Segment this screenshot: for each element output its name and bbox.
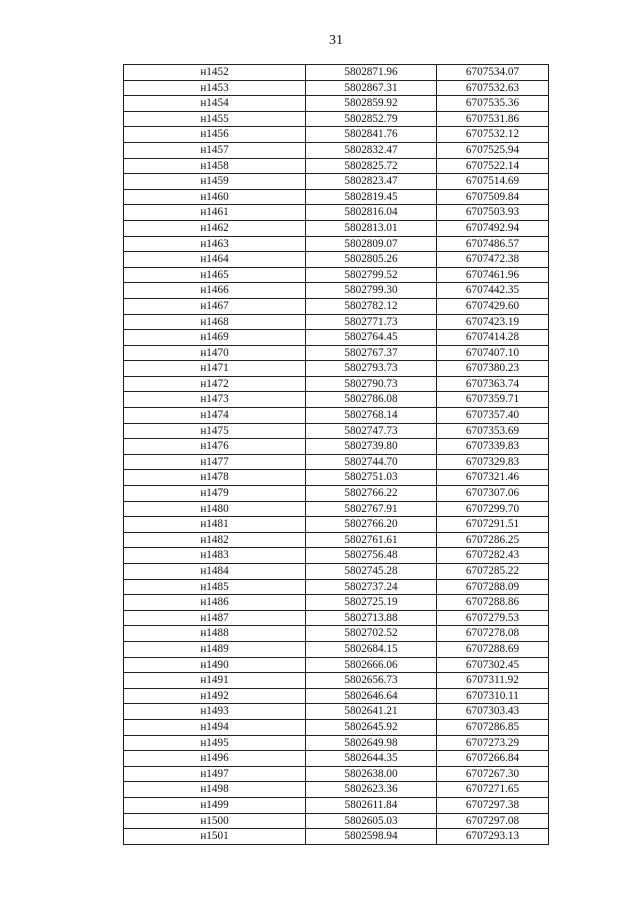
table-row (124, 501, 549, 517)
y-coordinate-cell: 6707423.19 (437, 314, 549, 330)
point-id-cell: н1466 (124, 283, 306, 299)
x-coordinate-cell: 5802611.84 (306, 797, 437, 813)
table-row (124, 205, 549, 221)
y-coordinate-cell: 6707363.74 (437, 376, 549, 392)
x-coordinate-cell: 5802782.12 (306, 298, 437, 314)
x-coordinate-cell: 5802871.96 (306, 65, 437, 81)
x-coordinate-cell: 5802656.73 (306, 673, 437, 689)
point-id-cell: н1477 (124, 454, 306, 470)
y-coordinate-cell: 6707307.06 (437, 486, 549, 502)
table-row (124, 595, 549, 611)
y-coordinate-cell: 6707311.92 (437, 673, 549, 689)
y-coordinate-cell: 6707503.93 (437, 205, 549, 221)
x-coordinate-cell: 5802799.52 (306, 267, 437, 283)
point-id-cell: н1481 (124, 517, 306, 533)
y-coordinate-cell: 6707273.29 (437, 735, 549, 751)
point-id-cell: н1496 (124, 751, 306, 767)
x-coordinate-cell: 5802786.08 (306, 392, 437, 408)
table-row (124, 719, 549, 735)
table-row (124, 579, 549, 595)
point-id-cell: н1467 (124, 298, 306, 314)
y-coordinate-cell: 6707357.40 (437, 408, 549, 424)
x-coordinate-cell: 5802767.37 (306, 345, 437, 361)
x-coordinate-cell: 5802598.94 (306, 829, 437, 845)
x-coordinate-cell: 5802766.20 (306, 517, 437, 533)
y-coordinate-cell: 6707380.23 (437, 361, 549, 377)
x-coordinate-cell: 5802768.14 (306, 408, 437, 424)
table-row (124, 174, 549, 190)
point-id-cell: н1482 (124, 532, 306, 548)
x-coordinate-cell: 5802841.76 (306, 127, 437, 143)
table-row (124, 283, 549, 299)
table-row (124, 454, 549, 470)
point-id-cell: н1459 (124, 174, 306, 190)
point-id-cell: н1486 (124, 595, 306, 611)
point-id-cell: н1494 (124, 719, 306, 735)
x-coordinate-cell: 5802767.91 (306, 501, 437, 517)
table-row (124, 158, 549, 174)
y-coordinate-cell: 6707329.83 (437, 454, 549, 470)
point-id-cell: н1499 (124, 797, 306, 813)
x-coordinate-cell: 5802666.06 (306, 657, 437, 673)
point-id-cell: н1480 (124, 501, 306, 517)
point-id-cell: н1493 (124, 704, 306, 720)
x-coordinate-cell: 5802645.92 (306, 719, 437, 735)
y-coordinate-cell: 6707285.22 (437, 564, 549, 580)
point-id-cell: н1456 (124, 127, 306, 143)
x-coordinate-cell: 5802816.04 (306, 205, 437, 221)
table-row (124, 548, 549, 564)
table-row (124, 220, 549, 236)
point-id-cell: н1453 (124, 80, 306, 96)
table-row (124, 829, 549, 845)
point-id-cell: н1491 (124, 673, 306, 689)
table-row (124, 127, 549, 143)
y-coordinate-cell: 6707297.08 (437, 813, 549, 829)
point-id-cell: н1501 (124, 829, 306, 845)
table-row (124, 470, 549, 486)
x-coordinate-cell: 5802684.15 (306, 641, 437, 657)
x-coordinate-cell: 5802793.73 (306, 361, 437, 377)
x-coordinate-cell: 5802644.35 (306, 751, 437, 767)
y-coordinate-cell: 6707303.43 (437, 704, 549, 720)
y-coordinate-cell: 6707282.43 (437, 548, 549, 564)
point-id-cell: н1490 (124, 657, 306, 673)
x-coordinate-cell: 5802739.80 (306, 439, 437, 455)
table-row (124, 392, 549, 408)
y-coordinate-cell: 6707279.53 (437, 610, 549, 626)
table-row (124, 564, 549, 580)
table-row (124, 80, 549, 96)
point-id-cell: н1471 (124, 361, 306, 377)
x-coordinate-cell: 5802819.45 (306, 189, 437, 205)
x-coordinate-cell: 5802649.98 (306, 735, 437, 751)
table-row (124, 813, 549, 829)
x-coordinate-cell: 5802713.88 (306, 610, 437, 626)
table-row (124, 486, 549, 502)
y-coordinate-cell: 6707509.84 (437, 189, 549, 205)
table-row (124, 376, 549, 392)
table-row (124, 688, 549, 704)
table-row (124, 142, 549, 158)
y-coordinate-cell: 6707310.11 (437, 688, 549, 704)
y-coordinate-cell: 6707522.14 (437, 158, 549, 174)
y-coordinate-cell: 6707267.30 (437, 766, 549, 782)
x-coordinate-cell: 5802745.28 (306, 564, 437, 580)
y-coordinate-cell: 6707271.65 (437, 782, 549, 798)
point-id-cell: н1497 (124, 766, 306, 782)
y-coordinate-cell: 6707407.10 (437, 345, 549, 361)
table-row (124, 439, 549, 455)
point-id-cell: н1458 (124, 158, 306, 174)
y-coordinate-cell: 6707534.07 (437, 65, 549, 81)
table-row (124, 610, 549, 626)
y-coordinate-cell: 6707532.12 (437, 127, 549, 143)
x-coordinate-cell: 5802809.07 (306, 236, 437, 252)
y-coordinate-cell: 6707359.71 (437, 392, 549, 408)
y-coordinate-cell: 6707288.86 (437, 595, 549, 611)
y-coordinate-cell: 6707414.28 (437, 330, 549, 346)
y-coordinate-cell: 6707339.83 (437, 439, 549, 455)
x-coordinate-cell: 5802756.48 (306, 548, 437, 564)
table-row (124, 252, 549, 268)
y-coordinate-cell: 6707535.36 (437, 96, 549, 112)
x-coordinate-cell: 5802641.21 (306, 704, 437, 720)
x-coordinate-cell: 5802859.92 (306, 96, 437, 112)
x-coordinate-cell: 5802805.26 (306, 252, 437, 268)
x-coordinate-cell: 5802761.61 (306, 532, 437, 548)
y-coordinate-cell: 6707302.45 (437, 657, 549, 673)
x-coordinate-cell: 5802725.19 (306, 595, 437, 611)
point-id-cell: н1470 (124, 345, 306, 361)
point-id-cell: н1463 (124, 236, 306, 252)
y-coordinate-cell: 6707288.69 (437, 641, 549, 657)
x-coordinate-cell: 5802744.70 (306, 454, 437, 470)
table-row (124, 751, 549, 767)
table-row (124, 361, 549, 377)
y-coordinate-cell: 6707461.96 (437, 267, 549, 283)
x-coordinate-cell: 5802832.47 (306, 142, 437, 158)
point-id-cell: н1488 (124, 626, 306, 642)
table-row (124, 65, 549, 81)
y-coordinate-cell: 6707286.85 (437, 719, 549, 735)
table-row (124, 423, 549, 439)
table-row (124, 782, 549, 798)
x-coordinate-cell: 5802813.01 (306, 220, 437, 236)
table-row (124, 532, 549, 548)
x-coordinate-cell: 5802747.73 (306, 423, 437, 439)
point-id-cell: н1469 (124, 330, 306, 346)
y-coordinate-cell: 6707293.13 (437, 829, 549, 845)
table-row (124, 673, 549, 689)
table-row (124, 766, 549, 782)
point-id-cell: н1454 (124, 96, 306, 112)
table-row (124, 345, 549, 361)
point-id-cell: н1474 (124, 408, 306, 424)
point-id-cell: н1492 (124, 688, 306, 704)
coordinates-table-body (124, 65, 549, 845)
y-coordinate-cell: 6707297.38 (437, 797, 549, 813)
x-coordinate-cell: 5802764.45 (306, 330, 437, 346)
point-id-cell: н1487 (124, 610, 306, 626)
y-coordinate-cell: 6707353.69 (437, 423, 549, 439)
x-coordinate-cell: 5802825.72 (306, 158, 437, 174)
point-id-cell: н1452 (124, 65, 306, 81)
point-id-cell: н1479 (124, 486, 306, 502)
y-coordinate-cell: 6707492.94 (437, 220, 549, 236)
table-row (124, 314, 549, 330)
point-id-cell: н1462 (124, 220, 306, 236)
point-id-cell: н1468 (124, 314, 306, 330)
y-coordinate-cell: 6707278.08 (437, 626, 549, 642)
table-row (124, 267, 549, 283)
table-row (124, 657, 549, 673)
table-row (124, 96, 549, 112)
point-id-cell: н1498 (124, 782, 306, 798)
y-coordinate-cell: 6707442.35 (437, 283, 549, 299)
x-coordinate-cell: 5802799.30 (306, 283, 437, 299)
point-id-cell: н1484 (124, 564, 306, 580)
point-id-cell: н1473 (124, 392, 306, 408)
table-row (124, 236, 549, 252)
y-coordinate-cell: 6707532.63 (437, 80, 549, 96)
point-id-cell: н1475 (124, 423, 306, 439)
point-id-cell: н1483 (124, 548, 306, 564)
point-id-cell: н1489 (124, 641, 306, 657)
y-coordinate-cell: 6707286.25 (437, 532, 549, 548)
x-coordinate-cell: 5802605.03 (306, 813, 437, 829)
point-id-cell: н1460 (124, 189, 306, 205)
point-id-cell: н1500 (124, 813, 306, 829)
coordinates-table (123, 64, 549, 845)
table-row (124, 330, 549, 346)
point-id-cell: н1457 (124, 142, 306, 158)
y-coordinate-cell: 6707514.69 (437, 174, 549, 190)
x-coordinate-cell: 5802623.36 (306, 782, 437, 798)
table-row (124, 408, 549, 424)
x-coordinate-cell: 5802852.79 (306, 111, 437, 127)
point-id-cell: н1478 (124, 470, 306, 486)
x-coordinate-cell: 5802702.52 (306, 626, 437, 642)
x-coordinate-cell: 5802646.64 (306, 688, 437, 704)
y-coordinate-cell: 6707429.60 (437, 298, 549, 314)
point-id-cell: н1465 (124, 267, 306, 283)
y-coordinate-cell: 6707321.46 (437, 470, 549, 486)
x-coordinate-cell: 5802771.73 (306, 314, 437, 330)
point-id-cell: н1476 (124, 439, 306, 455)
y-coordinate-cell: 6707525.94 (437, 142, 549, 158)
table-row (124, 298, 549, 314)
x-coordinate-cell: 5802638.00 (306, 766, 437, 782)
y-coordinate-cell: 6707531.86 (437, 111, 549, 127)
table-row (124, 641, 549, 657)
y-coordinate-cell: 6707472.38 (437, 252, 549, 268)
x-coordinate-cell: 5802751.03 (306, 470, 437, 486)
table-row (124, 111, 549, 127)
x-coordinate-cell: 5802790.73 (306, 376, 437, 392)
table-row (124, 735, 549, 751)
y-coordinate-cell: 6707266.84 (437, 751, 549, 767)
y-coordinate-cell: 6707291.51 (437, 517, 549, 533)
table-row (124, 626, 549, 642)
x-coordinate-cell: 5802766.22 (306, 486, 437, 502)
table-row (124, 517, 549, 533)
y-coordinate-cell: 6707486.57 (437, 236, 549, 252)
x-coordinate-cell: 5802867.31 (306, 80, 437, 96)
y-coordinate-cell: 6707299.70 (437, 501, 549, 517)
table-row (124, 797, 549, 813)
point-id-cell: н1455 (124, 111, 306, 127)
point-id-cell: н1485 (124, 579, 306, 595)
table-row (124, 189, 549, 205)
x-coordinate-cell: 5802737.24 (306, 579, 437, 595)
point-id-cell: н1495 (124, 735, 306, 751)
point-id-cell: н1472 (124, 376, 306, 392)
x-coordinate-cell: 5802823.47 (306, 174, 437, 190)
point-id-cell: н1464 (124, 252, 306, 268)
page-number: 31 (329, 33, 343, 48)
table-row (124, 704, 549, 720)
y-coordinate-cell: 6707288.09 (437, 579, 549, 595)
point-id-cell: н1461 (124, 205, 306, 221)
